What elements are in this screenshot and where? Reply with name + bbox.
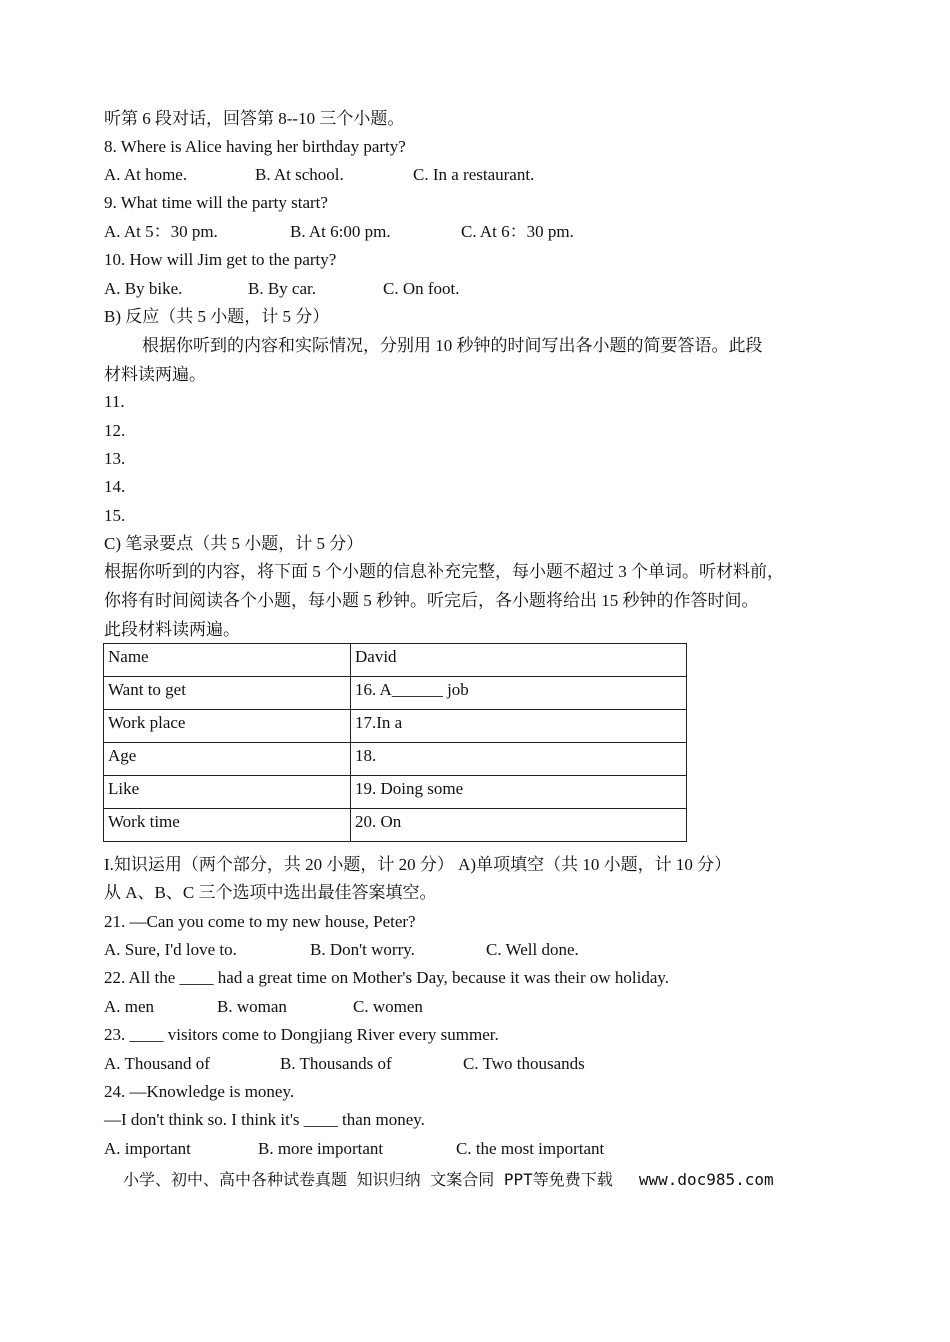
q22-option-a: A. men xyxy=(104,997,155,1016)
q22-option-b: B. woman xyxy=(217,997,287,1016)
q23-option-a: A. Thousand of xyxy=(104,1054,210,1073)
question-9: 9. What time will the party start? xyxy=(104,193,328,212)
table-cell-label: Like xyxy=(104,776,351,809)
table-cell-value: 20. On xyxy=(351,809,687,842)
table-cell-value: 18. xyxy=(351,743,687,776)
q8-option-b: B. At school. xyxy=(255,165,344,184)
q24-option-b: B. more important xyxy=(258,1139,384,1158)
q10-option-b: B. By car. xyxy=(248,279,316,298)
table-cell-label: Name xyxy=(104,644,351,677)
section-c-instruction-line3: 此段材料读两遍。 xyxy=(104,620,240,639)
table-cell-label: Work place xyxy=(104,710,351,743)
q10-option-a: A. By bike. xyxy=(104,279,183,298)
section-i-instruction: 从 A、B、C 三个选项中选出最佳答案填空。 xyxy=(104,883,437,902)
q10-option-c: C. On foot. xyxy=(383,279,460,298)
footer-site-link[interactable]: www.doc985.com xyxy=(638,1170,774,1189)
table-cell-value: 16. A______ job xyxy=(351,677,687,710)
note-taking-table xyxy=(103,643,687,842)
table-cell-label: Age xyxy=(104,743,351,776)
q9-option-c: C. At 6：30 pm. xyxy=(461,222,574,241)
q8-option-a: A. At home. xyxy=(104,165,188,184)
answer-number-13: 13. xyxy=(104,449,126,468)
question-23: 23. ____ visitors come to Dongjiang River every summer. xyxy=(104,1025,499,1044)
section-c-instruction-line1: 根据你听到的内容，将下面 5 个小题的信息补充完整，每小题不超过 3 个单词。听材料前， xyxy=(104,562,784,581)
section-b-instruction-line2: 材料读两遍。 xyxy=(104,365,206,384)
table-row xyxy=(104,776,687,809)
q9-option-b: B. At 6:00 pm. xyxy=(290,222,391,241)
question-21: 21. —Can you come to my new house, Peter? xyxy=(104,912,416,931)
section-c-instruction-line2: 你将有时间阅读各个小题，每小题 5 秒钟。听完后，各小题将给出 15 秒钟的作答时间。 xyxy=(104,591,759,610)
answer-number-12: 12. xyxy=(104,421,126,440)
section-b-instruction-line1: 根据你听到的内容和实际情况，分别用 10 秒钟的时间写出各小题的简要答语。此段 xyxy=(142,336,763,355)
question-24-prompt: 24. —Knowledge is money. xyxy=(104,1082,295,1101)
dialogue-6-instruction: 听第 6 段对话，回答第 8--10 三个小题。 xyxy=(104,109,405,128)
q9-option-a: A. At 5：30 pm. xyxy=(104,222,218,241)
question-24-response: —I don't think so. I think it's ____ than money. xyxy=(104,1110,425,1129)
q21-option-c: C. Well done. xyxy=(486,940,579,959)
table-cell-label: Work time xyxy=(104,809,351,842)
q8-option-c: C. In a restaurant. xyxy=(413,165,535,184)
page-footer xyxy=(123,1169,774,1191)
answer-number-11: 11. xyxy=(104,392,125,411)
q23-option-b: B. Thousands of xyxy=(280,1054,392,1073)
table-row xyxy=(104,743,687,776)
section-c-heading: C) 笔录要点（共 5 小题，计 5 分） xyxy=(104,534,364,553)
answer-number-15: 15. xyxy=(104,506,126,525)
table-cell-value: David xyxy=(351,644,687,677)
table-cell-value: 19. Doing some xyxy=(351,776,687,809)
q22-option-c: C. women xyxy=(353,997,423,1016)
section-i-heading: I.知识运用（两个部分，共 20 小题，计 20 分） A)单项填空（共 10 小题，计 10 分） xyxy=(104,855,732,874)
table-row xyxy=(104,644,687,677)
question-22: 22. All the ____ had a great time on Mother's Day, because it was their ow holiday. xyxy=(104,968,670,987)
answer-number-14: 14. xyxy=(104,477,126,496)
table-row xyxy=(104,710,687,743)
table-row xyxy=(104,809,687,842)
footer-text: 小学、初中、高中各种试卷真题 知识归纳 文案合同 PPT等免费下载 xyxy=(123,1170,613,1189)
table-cell-label: Want to get xyxy=(104,677,351,710)
q24-option-c: C. the most important xyxy=(456,1139,605,1158)
section-b-heading: B) 反应（共 5 小题，计 5 分） xyxy=(104,307,330,326)
question-8: 8. Where is Alice having her birthday party? xyxy=(104,137,406,156)
table-row xyxy=(104,677,687,710)
q21-option-a: A. Sure, I'd love to. xyxy=(104,940,237,959)
q21-option-b: B. Don't worry. xyxy=(310,940,415,959)
table-cell-value: 17.In a xyxy=(351,710,687,743)
q24-option-a: A. important xyxy=(104,1139,191,1158)
q23-option-c: C. Two thousands xyxy=(463,1054,585,1073)
question-10: 10. How will Jim get to the party? xyxy=(104,250,337,269)
